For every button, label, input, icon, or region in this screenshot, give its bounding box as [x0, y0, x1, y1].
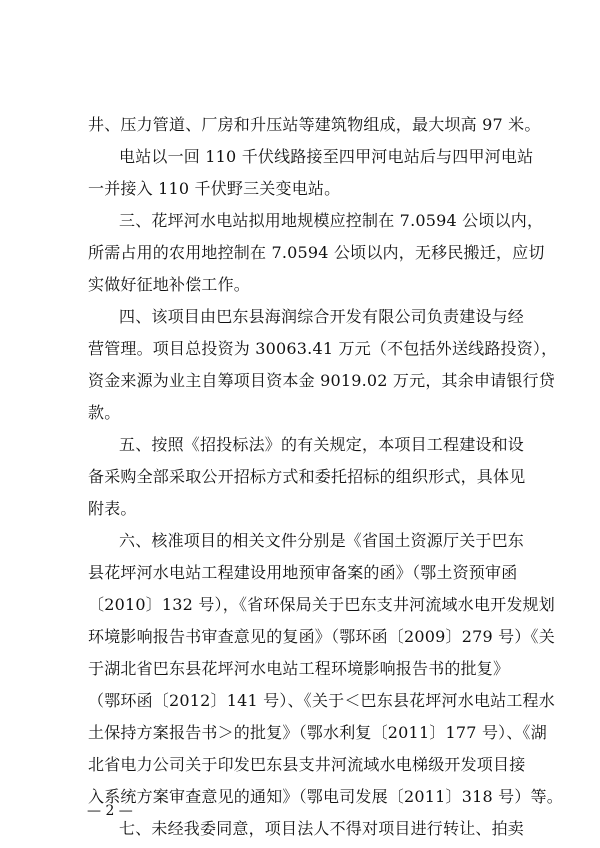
text-line: 环境影响报告书审查意见的复函》（鄂环函〔2009〕279 号）《关: [88, 627, 555, 646]
text-line: 电站以一回 110 千伏线路接至四甲河电站后与四甲河电站: [119, 147, 534, 166]
text-line: 附表。: [88, 499, 137, 518]
text-line: 备采购全部采取公开招标方式和委托招标的组织形式，具体见: [88, 467, 526, 486]
text-line: 资金来源为业主自筹项目资本金 9019.02 万元，其余申请银行贷: [88, 371, 555, 390]
text-line: 四、该项目由巴东县海润综合开发有限公司负责建设与经: [119, 307, 525, 326]
text-line: 五、按照《招投标法》的有关规定，本项目工程建设和设: [119, 435, 525, 454]
text-line: 六、核准项目的相关文件分别是《省国土资源厅关于巴东: [119, 531, 525, 550]
text-line: 于湖北省巴东县花坪河水电站工程环境影响报告书的批复》: [88, 659, 510, 678]
text-line: （鄂环函〔2012〕141 号）、《关于＜巴东县花坪河水电站工程水: [88, 691, 555, 710]
text-line: 实做好征地补偿工作。: [88, 275, 251, 294]
page-number: — 2 —: [87, 803, 133, 819]
text-line: 〔2010〕132 号），《省环保局关于巴东支井河流域水电开发规划: [88, 595, 555, 614]
text-line: 入系统方案审查意见的通知》（鄂电司发展〔2011〕318 号）等。: [88, 787, 563, 806]
text-line: 县花坪河水电站工程建设用地预审备案的函》（鄂土资预审函: [88, 563, 518, 582]
text-line: 北省电力公司关于印发巴东县支井河流域水电梯级开发项目接: [88, 755, 526, 774]
text-line: 三、花坪河水电站拟用地规模应控制在 7.0594 公顷以内，: [119, 211, 544, 230]
text-line: 井、压力管道、厂房和升压站等建筑物组成，最大坝高 97 米。: [88, 115, 541, 134]
text-line: 款。: [88, 403, 121, 422]
text-line: 营管理。项目总投资为 30063.41 万元（不包括外送线路投资），: [88, 339, 558, 358]
text-line: 一并接入 110 千伏野三关变电站。: [88, 179, 341, 198]
text-line: 七、未经我委同意，项目法人不得对项目进行转让、拍卖: [119, 819, 525, 838]
text-line: 土保持方案报告书＞的批复》（鄂水利复〔2011〕177 号）、《湖: [88, 723, 547, 742]
text-line: 所需占用的农用地控制在 7.0594 公顷以内，无移民搬迁，应切: [88, 243, 545, 262]
